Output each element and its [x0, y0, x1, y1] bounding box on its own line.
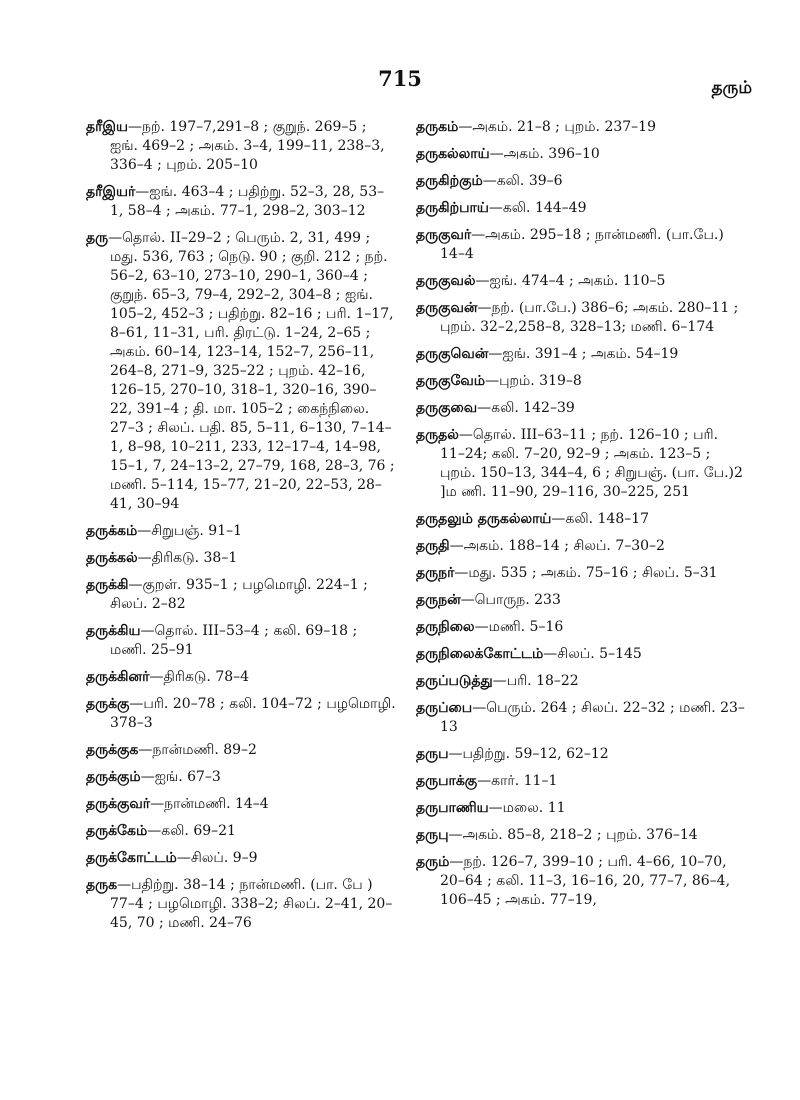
- index-entry: [416, 172, 746, 191]
- entry-references: —மணி. 5–16: [474, 619, 564, 635]
- entry-headword: தரும்: [416, 854, 450, 870]
- entry-references: —பதிற்று. 59–12, 62–12: [448, 746, 609, 762]
- entry-headword: தருக: [86, 877, 118, 893]
- entry-headword: தருபாக்கு: [416, 773, 478, 789]
- entry-references: —கலி. 142–39: [477, 400, 575, 416]
- entry-references: —சிறுபஞ். 91–1: [137, 523, 243, 539]
- entry-references: —கலி. 148–17: [551, 511, 650, 527]
- index-entry: [86, 622, 396, 660]
- entry-references: —கலி. 39–6: [482, 173, 563, 189]
- index-entry: [416, 272, 746, 291]
- index-entry: [416, 826, 746, 845]
- entry-references: —கலி. 69–21: [147, 823, 236, 839]
- index-entry: [86, 876, 396, 933]
- index-entry: [86, 795, 396, 814]
- index-entry: [416, 199, 746, 218]
- index-entry: [416, 799, 746, 818]
- entry-headword: தருக்கம்: [86, 523, 138, 539]
- entry-references: —சிலப். 5–145: [543, 646, 642, 662]
- entry-references: —அகம். 396–10: [489, 146, 600, 162]
- entry-headword: தருதல்: [416, 427, 459, 443]
- index-entry: [416, 564, 746, 583]
- index-entry: [86, 768, 396, 787]
- entry-references: —கார். 11–1: [477, 773, 558, 789]
- entry-headword: தருப: [416, 746, 449, 762]
- index-column-right: [416, 118, 746, 918]
- index-entry: [416, 699, 746, 737]
- index-entry: [86, 183, 396, 221]
- entry-references: —அகம். 188–14 ; சிலப். 7–30–2: [449, 538, 665, 554]
- index-entry: [86, 229, 396, 514]
- entry-references: —ஐங். 463–4 ; பதிற்று. 52–3, 28, 53–1, 58–4 ; அகம். 77–1, 298–2, 303–12: [110, 184, 385, 219]
- index-entry: [416, 672, 746, 691]
- entry-headword: தரு: [86, 230, 109, 246]
- entry-headword: தருக்கும்: [86, 769, 141, 785]
- entry-references: —பொருந. 233: [460, 592, 561, 608]
- entry-headword: தருகுவென்: [416, 346, 489, 362]
- entry-references: —அகம். 21–8 ; புறம். 237–19: [458, 119, 656, 135]
- index-entry: [416, 345, 746, 364]
- index-entry: [86, 576, 396, 614]
- index-entry: [86, 822, 396, 841]
- entry-headword: தருகுவேம்: [416, 373, 486, 389]
- entry-references: —ஐங். 474–4 ; அகம். 110–5: [475, 273, 666, 289]
- entry-headword: தருபாணிய: [416, 800, 489, 816]
- entry-headword: தருகுவர்: [416, 227, 472, 243]
- entry-references: —அகம். 295–18 ; நான்மணி. (பா.பே.) 14–4: [440, 227, 724, 262]
- entry-references: —நான்மணி. 14–4: [150, 796, 269, 812]
- index-entry: [86, 118, 396, 175]
- index-entry: [416, 510, 746, 529]
- entry-references: —புறம். 319–8: [485, 373, 582, 389]
- entry-headword: தருக்கல்: [86, 550, 138, 566]
- index-entry: [416, 537, 746, 556]
- entry-headword: தருகல்லாய்: [416, 146, 490, 162]
- index-entry: [416, 299, 746, 337]
- entry-headword: தருகிற்கும்: [416, 173, 483, 189]
- entry-references: —தொல். II–29–2 ; பெரும். 2, 31, 499 ; மது. 536, 763 ; நெடு. 90 ; குறி. 212 ; நற். 56–2, 63–10, 273–10, 290–1, 360–4 ; குறுந். 65–3, 79–4, 292–2, 304–8 ; ஐங். 105–2, 452–3 ; பதிற்று. 82–16 ; பரி. 1–17, 8–61, 11–31, பரி. திரட்டு. 1–24, 2–65 ; அகம். 60–14, 123–14, 152–7, 256–11, 264–8, 271–9, 325–22 ; புறம். 42–16, 126–15, 270–10, 318–1, 320–16, 390–22, 391–4 ; தி. மா. 105–2 ; கைந்நிலை. 27–3 ; சிலப். பதி. 85, 5–11, 6–130, 7–14–1, 8–98, 10–211, 233, 12–17–4, 14–98, 15–1, 7, 24–13–2, 27–79, 168, 28–3, 76 ; மணி. 5–114, 15–77, 21–20, 22–53, 28–41, 30–94: [108, 230, 395, 512]
- index-entry: [86, 549, 396, 568]
- entry-references: —குறள். 935–1 ; பழமொழி. 224–1 ; சிலப். 2–82: [110, 577, 368, 612]
- entry-headword: தருக்கிய: [86, 623, 141, 639]
- entry-references: —நற். (பா.பே.) 386–6; அகம். 280–11 ; புறம். 32–2,258–8, 328–13; மணி. 6–174: [440, 300, 739, 335]
- index-entry: [416, 853, 746, 910]
- entry-references: —சிலப். 9–9: [176, 850, 258, 866]
- index-entry: [86, 849, 396, 868]
- entry-headword: தரீஇயர்: [86, 184, 136, 200]
- index-entry: [416, 226, 746, 264]
- entry-headword: தருக்கினர்: [86, 669, 150, 685]
- entry-headword: தருகுவன்: [416, 300, 478, 316]
- entry-headword: தருபு: [416, 827, 449, 843]
- entry-references: —திரிகடு. 38–1: [137, 550, 238, 566]
- index-entry: [416, 618, 746, 637]
- index-entry: [416, 591, 746, 610]
- entry-references: —பெரும். 264 ; சிலப். 22–32 ; மணி. 23–13: [440, 700, 745, 735]
- index-entry: [416, 426, 746, 502]
- entry-references: —நான்மணி. 89–2: [138, 742, 257, 758]
- entry-references: —கலி. 144–49: [488, 200, 587, 216]
- entry-references: —பரி. 20–78 ; கலி. 104–72 ; பழமொழி. 378–3: [110, 696, 396, 731]
- entry-references: —ஐங். 391–4 ; அகம். 54–19: [488, 346, 679, 362]
- entry-references: —பதிற்று. 38–14 ; நான்மணி. (பா. பே ) 77–4 ; பழமொழி. 338–2; சிலப். 2–41, 20–45, 70 ; மணி. 24–76: [110, 877, 393, 931]
- entry-headword: தருக்குக: [86, 742, 139, 758]
- index-entry: [86, 741, 396, 760]
- entry-references: —மலை. 11: [488, 800, 566, 816]
- entry-headword: தருநன்: [416, 592, 461, 608]
- entry-headword: தருக்கு: [86, 696, 130, 712]
- entry-headword: தருக்கோட்டம்: [86, 850, 177, 866]
- entry-references: —மது. 535 ; அகம். 75–16 ; சிலப். 5–31: [454, 565, 718, 581]
- entry-headword: தருப்பை: [416, 700, 473, 716]
- index-entry: [416, 772, 746, 791]
- entry-headword: தருநிலைக்கோட்டம்: [416, 646, 544, 662]
- entry-headword: தருக்குவர்: [86, 796, 151, 812]
- index-entry: [416, 399, 746, 418]
- index-entry: [86, 522, 396, 541]
- entry-headword: தருகுவை: [416, 400, 478, 416]
- entry-headword: தருக்கேம்: [86, 823, 148, 839]
- entry-references: —திரிகடு. 78–4: [149, 669, 250, 685]
- index-entry: [416, 645, 746, 664]
- index-column-left: [86, 118, 396, 941]
- entry-references: —பரி. 18–22: [492, 673, 579, 689]
- entry-headword: தருநர்: [416, 565, 455, 581]
- entry-references: —ஐங். 67–3: [140, 769, 221, 785]
- entry-headword: தருதலும் தருகல்லாய்: [416, 511, 552, 527]
- entry-headword: தருகிற்பாய்: [416, 200, 489, 216]
- entry-headword: தருநிலை: [416, 619, 475, 635]
- entry-references: —அகம். 85–8, 218–2 ; புறம். 376–14: [448, 827, 698, 843]
- index-entry: [86, 668, 396, 687]
- index-entry: [416, 372, 746, 391]
- index-entry: [86, 695, 396, 733]
- index-entry: [416, 118, 746, 137]
- entry-headword: தருப்படுத்து: [416, 673, 493, 689]
- entry-references: —தொல். III–53–4 ; கலி. 69–18 ; மணி. 25–91: [110, 623, 358, 658]
- entry-headword: தருகம்: [416, 119, 459, 135]
- entry-references: —நற். 126–7, 399–10 ; பரி. 4–66, 10–70, 20–64 ; கலி. 11–3, 16–16, 20, 77–7, 86–4, 106–45 ; அகம். 77–19,: [440, 854, 731, 908]
- running-head: தரும்: [711, 78, 752, 98]
- entry-headword: தருக்கி: [86, 577, 129, 593]
- index-entry: [416, 145, 746, 164]
- entry-references: —தொல். III–63–11 ; நற். 126–10 ; பரி. 11–24; கலி. 7–20, 92–9 ; அகம். 123–5 ; புறம். 150–13, 344–4, 6 ; சிறுபஞ். (பா. பே.)2 ]ம ணி. 11–90, 29–116, 30–225, 251: [440, 427, 743, 500]
- entry-references: —நற். 197–7,291–8 ; குறுந். 269–5 ; ஐங். 469–2 ; அகம். 3–4, 199–11, 238–3, 336–4 ; புறம். 205–10: [110, 119, 385, 173]
- entry-headword: தருதி: [416, 538, 450, 554]
- entry-headword: தரீஇய: [86, 119, 128, 135]
- page-number: 715: [378, 66, 422, 91]
- entry-headword: தருகுவல்: [416, 273, 476, 289]
- index-entry: [416, 745, 746, 764]
